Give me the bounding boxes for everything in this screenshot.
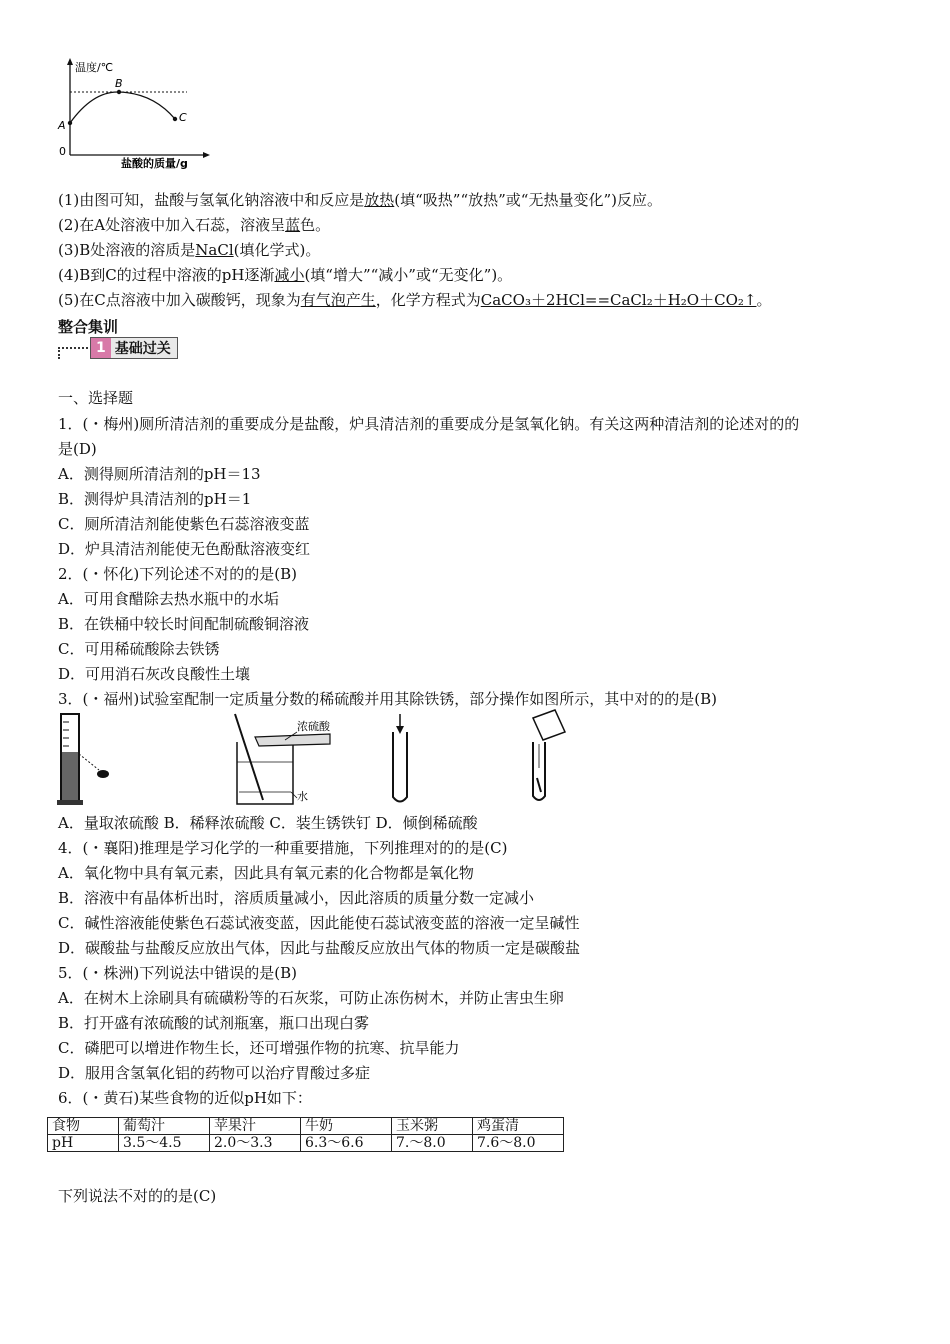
badge-box [90, 337, 178, 359]
q4-option-c: C．碱性溶液能使紫色石蕊试液变蓝，因此能使石蕊试液变蓝的溶液一定呈碱性 [58, 914, 580, 932]
q3-figure-b-dilution [225, 712, 345, 807]
intro-question-3: (3)B处溶液的溶质是NaCl(填化学式)。 [58, 241, 321, 259]
q2-option-a: A．可用食醋除去热水瓶中的水垢 [58, 590, 279, 608]
q5-option-a: A．在树木上涂刷具有硫磺粉等的石灰浆，可防止冻伤树木，并防止害虫生卵 [58, 989, 564, 1007]
table-cell: 牛奶 [301, 1118, 392, 1135]
badge-dash-vertical [58, 347, 60, 359]
q4-option-a: A．氧化物中具有氧元素，因此具有氧元素的化合物都是氧化物 [58, 864, 474, 882]
table-cell: 食物 [48, 1118, 119, 1135]
q5-stem: 5．(・株洲)下列说法中错误的是(B) [58, 964, 297, 982]
q4-option-d: D．碳酸盐与盐酸反应放出气体，因此与盐酸反应放出气体的物质一定是碳酸盐 [58, 939, 581, 957]
table-header-row [48, 1118, 564, 1135]
table-row [48, 1135, 564, 1152]
q5-option-d: D．服用含氢氧化铝的药物可以治疗胃酸过多症 [58, 1064, 371, 1082]
section-badge [58, 337, 198, 359]
table-cell: 7.～8.0 [392, 1135, 473, 1152]
q3-figure-a-graduated-cylinder [55, 712, 125, 807]
table-cell: 苹果汁 [210, 1118, 301, 1135]
intro-question-4: (4)B到C的过程中溶液的pH逐渐减小(填“增大”“减小”或“无变化”)。 [58, 266, 513, 284]
graph-point-b: B [115, 77, 123, 90]
graph-ylabel: 温度/℃ [75, 61, 114, 74]
badge-dash [58, 347, 88, 349]
q5-option-c: C．磷肥可以增进作物生长，还可增强作物的抗寒、抗旱能力 [58, 1039, 460, 1057]
table-cell: pH [48, 1135, 119, 1152]
q5-option-b: B．打开盛有浓硫酸的试剂瓶塞，瓶口出现白雾 [58, 1014, 370, 1032]
intro-question-5: (5)在C点溶液中加入碳酸钙，现象为有气泡产生，化学方程式为CaCO₃＋2HCl==CaCl₂＋H₂O＋CO₂↑。 [58, 291, 772, 309]
q3-label-acid: 浓硫酸 [297, 720, 330, 733]
part-title: 一、选择题 [58, 389, 134, 407]
table-cell: 7.6～8.0 [473, 1135, 564, 1152]
intro-question-1: (1)由图可知，盐酸与氢氧化钠溶液中和反应是放热(填“吸热”“放热”或“无热量变化”)反应。 [58, 191, 662, 209]
section-title: 整合集训 [58, 318, 119, 336]
q2-option-b: B．在铁桶中较长时间配制硫酸铜溶液 [58, 615, 310, 633]
q3-stem: 3．(・福州)试验室配制一定质量分数的稀硫酸并用其除铁锈，部分操作如图所示，其中对的的是(B) [58, 690, 717, 708]
badge-number: 1 [91, 338, 111, 358]
q4-option-b: B．溶液中有晶体析出时，溶质质量减小，因此溶质的质量分数一定减小 [58, 889, 535, 907]
table-cell: 2.0～3.3 [210, 1135, 301, 1152]
q6-follow-up: 下列说法不对的的是(C) [58, 1187, 217, 1205]
q4-stem: 4．(・襄阳)推理是学习化学的一种重要措施，下列推理对的的是(C) [58, 839, 508, 857]
q1-stem: 1．(・梅州)厕所清洁剂的重要成分是盐酸，炉具清洁剂的重要成分是氢氧化钠。有关这两种清洁剂的论述对的的 [58, 415, 800, 433]
table-cell: 葡萄汁 [119, 1118, 210, 1135]
q2-option-c: C．可用稀硫酸除去铁锈 [58, 640, 220, 658]
badge-label: 基础过关 [114, 341, 171, 357]
q1-stem-cont: 是(D) [58, 440, 97, 458]
q1-option-c: C．厕所清洁剂能使紫色石蕊溶液变蓝 [58, 515, 310, 533]
intro-question-2: (2)在A处溶液中加入石蕊，溶液呈蓝色。 [58, 216, 331, 234]
q1-option-b: B．测得炉具清洁剂的pH＝1 [58, 490, 252, 508]
temperature-graph [55, 55, 215, 170]
graph-point-a: A [58, 119, 66, 132]
table-cell: 3.5～4.5 [119, 1135, 210, 1152]
q2-stem: 2．(・怀化)下列论述不对的的是(B) [58, 565, 297, 583]
graph-xlabel: 盐酸的质量/g [121, 157, 188, 170]
table-cell: 6.3～6.6 [301, 1135, 392, 1152]
q2-option-d: D．可用消石灰改良酸性土壤 [58, 665, 251, 683]
table-cell: 玉米粥 [392, 1118, 473, 1135]
q1-option-d: D．炉具清洁剂能使无色酚酞溶液变红 [58, 540, 311, 558]
graph-origin: 0 [59, 145, 66, 158]
table-cell: 鸡蛋清 [473, 1118, 564, 1135]
q3-label-water: 水 [297, 790, 308, 803]
ph-table [47, 1117, 564, 1152]
q3-figure-d-pouring [515, 708, 575, 808]
graph-point-c: C [179, 111, 187, 124]
q3-figure-c-test-tube [385, 712, 425, 807]
q6-stem: 6．(・黄石)某些食物的近似pH如下： [58, 1089, 312, 1107]
q3-options: A．量取浓硫酸 B．稀释浓硫酸 C．装生锈铁钉 D．倾倒稀硫酸 [58, 814, 478, 832]
q1-option-a: A．测得厕所清洁剂的pH＝13 [58, 465, 261, 483]
